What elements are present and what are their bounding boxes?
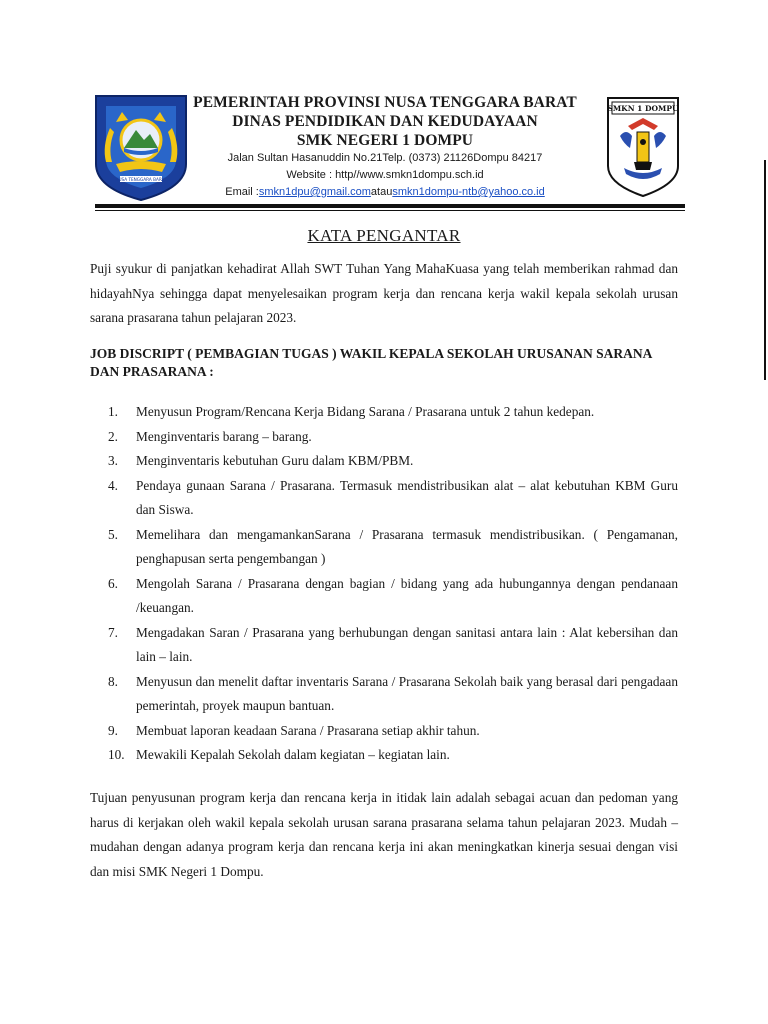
- svg-text:NUSA TENGGARA BARAT: NUSA TENGGARA BARAT: [115, 176, 167, 182]
- list-text: Memelihara dan mengamankanSarana / Prasarana termasuk mendistribusikan. ( Pengamanan, penghapusan serta pengembangan ): [136, 526, 678, 566]
- list-item: [108, 621, 678, 670]
- letterhead-line2: DINAS PENDIDIKAN DAN KEDUDAYAAN: [232, 113, 538, 130]
- page-edge-mark: [764, 160, 766, 380]
- list-item: [108, 743, 678, 768]
- list-item: [108, 523, 678, 572]
- list-text: Pendaya gunaan Sarana / Prasarana. Termasuk mendistribusikan alat – alat kebutuhan KBM Guru dan Siswa.: [136, 477, 678, 517]
- svg-text:SMKN 1 DOMPU: SMKN 1 DOMPU: [607, 104, 679, 113]
- letterhead-rule-thick: [95, 204, 685, 208]
- list-item: [108, 449, 678, 474]
- email-link-yahoo[interactable]: smkn1dompu-ntb@yahoo.co.id: [392, 186, 545, 198]
- list-number: 3.: [108, 453, 118, 468]
- list-text: Mengolah Sarana / Prasarana dengan bagian / bidang yang ada hubungannya dengan pendanaan /keuangan.: [136, 575, 678, 615]
- list-item: [108, 474, 678, 523]
- smkn1-dompu-logo: [606, 96, 680, 198]
- page-title: [0, 226, 768, 246]
- letterhead-rule-thin: [95, 210, 685, 211]
- list-number: 9.: [108, 722, 118, 738]
- list-item: [108, 719, 678, 744]
- letterhead-line3: SMK NEGERI 1 DOMPU: [296, 132, 474, 149]
- list-item: [108, 425, 678, 450]
- task-list: [108, 400, 678, 768]
- list-text: Membuat laporan keadaan Sarana / Prasarana setiap akhir tahun.: [136, 722, 480, 738]
- list-text: Menyusun dan menelit daftar inventaris Sarana / Prasarana Sekolah baik yang berasal dari pengadaan pemerintah, proyek maupun bantuan.: [136, 673, 678, 713]
- list-number: 4.: [108, 477, 118, 493]
- letterhead-email: [190, 184, 580, 201]
- list-item: [108, 670, 678, 719]
- page-title-text: KATA PENGANTAR: [307, 226, 461, 245]
- letterhead-website: Website : http//www.smkn1dompu.sch.id: [286, 169, 484, 181]
- list-number: 5.: [108, 526, 118, 542]
- list-text: Mewakili Kepalah Sekolah dalam kegiatan – kegiatan lain.: [136, 747, 450, 762]
- list-text: Menginventaris barang – barang.: [136, 428, 312, 444]
- list-number: 2.: [108, 428, 118, 444]
- intro-paragraph: Puji syukur di panjatkan kehadirat Allah SWT Tuhan Yang MahaKuasa yang telah memberikan rahmad dan hidayahNya sehingga dapat menyelesaikan program kerja dan rencana kerja wakil kepala sekolah urusan sarana prasarana tahun pelajaran 2023.: [90, 261, 678, 325]
- closing-paragraph: Tujuan penyusunan program kerja dan rencana kerja in itidak lain adalah sebagai acuan dan pedoman yang harus di kerjakan oleh wakil kepala sekolah urusan sarana prasarana selama tahun pelajaran 2023. Mudah – mudahan dengan adanya program kerja dan rencana kerja ini akan meningkatkan kinerja sesuai dengan visi dan misi SMK Negeri 1 Dompu.: [90, 790, 678, 879]
- letterhead: [190, 93, 580, 201]
- email-label: Email :: [225, 186, 259, 198]
- list-text: Menyusun Program/Rencana Kerja Bidang Sarana / Prasarana untuk 2 tahun kedepan.: [136, 404, 595, 419]
- email-separator: atau: [370, 186, 393, 198]
- list-text: Mengadakan Saran / Prasarana yang berhubungan dengan sanitasi antara lain : Alat kebersihan dan lain – lain.: [136, 624, 678, 664]
- list-item: [108, 400, 678, 425]
- list-item: [108, 572, 678, 621]
- list-number: 8.: [108, 673, 118, 689]
- ntb-emblem-logo: [92, 92, 190, 202]
- list-number: 1.: [108, 404, 118, 419]
- list-number: 10.: [108, 747, 125, 762]
- list-text: Menginventaris kebutuhan Guru dalam KBM/PBM.: [136, 453, 414, 468]
- email-link-gmail[interactable]: smkn1dpu@gmail.com: [258, 186, 371, 198]
- list-number: 7.: [108, 624, 118, 640]
- list-number: 6.: [108, 575, 118, 591]
- letterhead-line1: PEMERINTAH PROVINSI NUSA TENGGARA BARAT: [193, 94, 577, 111]
- section-heading: JOB DISCRIPT ( PEMBAGIAN TUGAS ) WAKIL KEPALA SEKOLAH URUSANAN SARANA DAN PRASARANA :: [90, 346, 652, 379]
- letterhead-address: Jalan Sultan Hasanuddin No.21Telp. (0373) 21126Dompu 84217: [227, 152, 543, 164]
